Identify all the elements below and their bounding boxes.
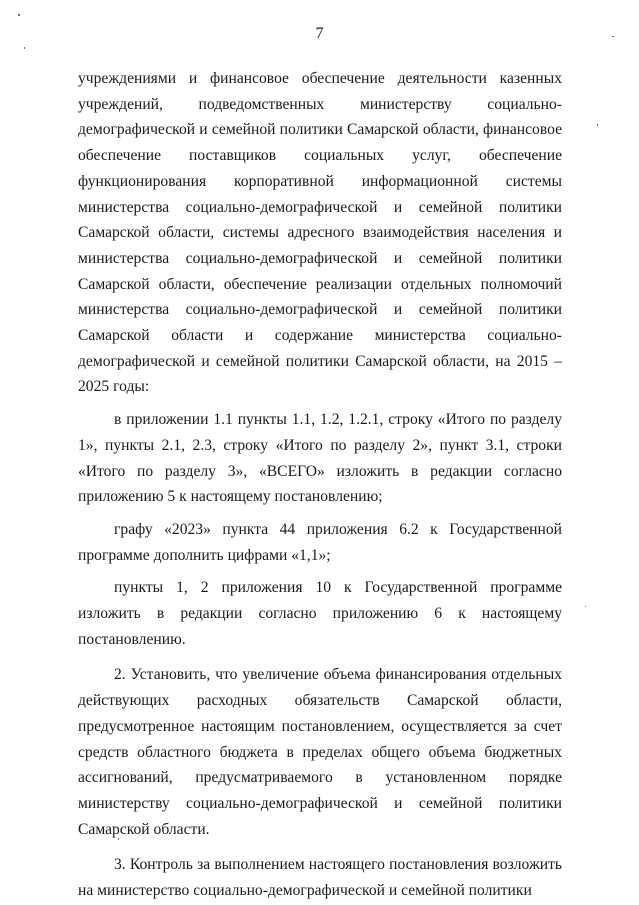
paragraph-appendix-10: пункты 1, 2 приложения 10 к Государственной программе изложить в редакции согласно приложению 6 к настоящему постановлению. (78, 579, 562, 648)
scan-speck (585, 606, 586, 607)
document-body (78, 66, 562, 904)
paragraph-appendix-1-1: в приложении 1.1 пункты 1.1, 1.2, 1.2.1, строку «Итого по разделу 1», пункты 2.1, 2.3, строку «Итого по разделу 2», пункт 3.1, строки «Итого по разделу 3», «ВСЕГО» изложить в редакции согласно приложению 5 к настоящему постановлению; (78, 411, 562, 506)
paragraph-continuation: учреждениями и финансовое обеспечение деятельности казенных учреждений, подведомственных министерству социально-демографической и семейной политики Самарской области, финансовое обеспечение поставщиков социальных услуг, обеспечение функционирования корпоративной информационной системы министерства социально-демографической и семейной политики Самарской области, системы адресного взаимодействия населения и министерства социально-демографической и семейной политики Самарской области, обеспечение реализации отдельных полномочий министерства социально-демографической и семейной политики Самарской области и содержание министерства социально-демографической и семейной политики Самарской области, на 2015 – 2025 годы: (78, 70, 562, 396)
page-number: 7 (315, 25, 324, 42)
scan-speck (597, 124, 598, 126)
scan-speck (612, 36, 614, 37)
scan-speck (24, 47, 25, 49)
scan-speck (18, 14, 20, 16)
paragraph-item-2: 2. Установить, что увеличение объема финансирования отдельных действующих расходных обязательств Самарской области, предусмотренное настоящим постановлением, осуществляется за счет средств областного бюджета в пределах общего объема бюджетных ассигнований, предусматриваемого в установленном порядке министерству социально-демографической и семейной политики Самарской области. (78, 666, 562, 838)
scan-speck (118, 838, 119, 840)
paragraph-appendix-6-2: графу «2023» пункта 44 приложения 6.2 к Государственной программе дополнить цифрами «1,1»; (78, 520, 562, 564)
paragraph-item-3: 3. Контроль за выполнением настоящего постановления возложить на министерство социально-демографической и семейной политики (78, 856, 562, 900)
